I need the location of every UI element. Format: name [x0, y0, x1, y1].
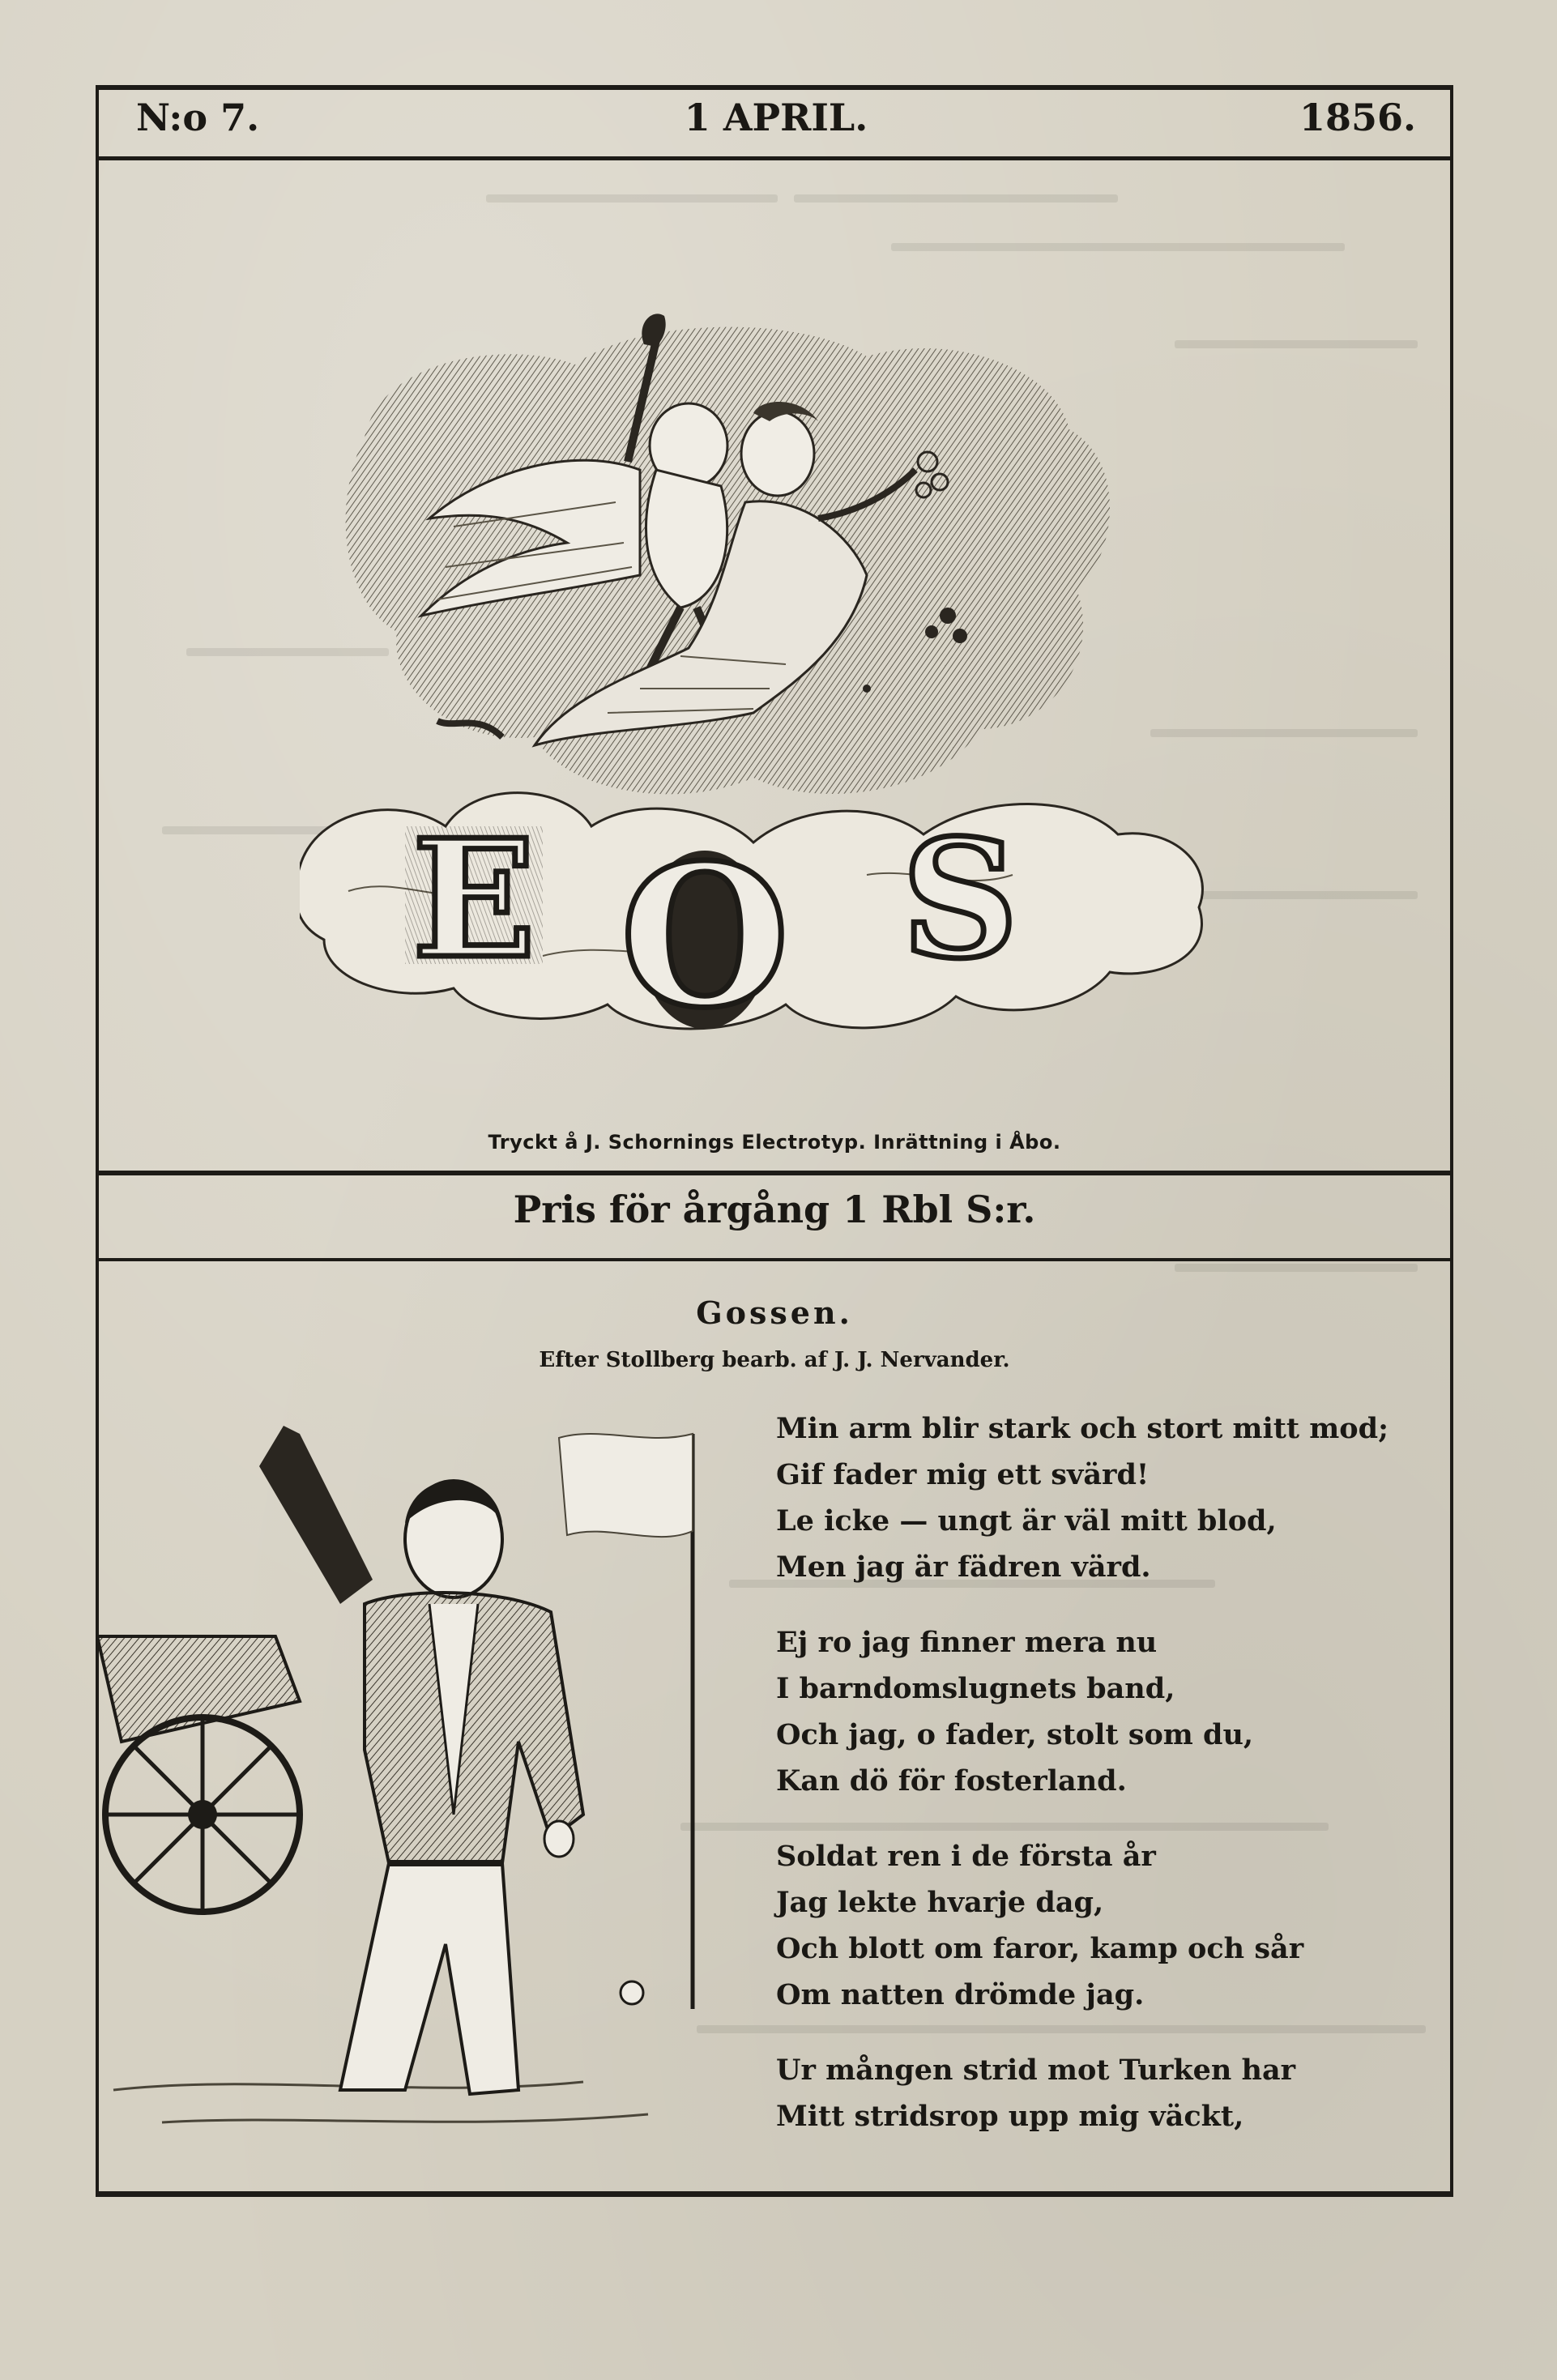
poem-line: I barndomslugnets band, — [776, 1672, 1175, 1705]
banner-engraving — [300, 308, 1215, 1126]
poem-line: Men jag är fädren värd. — [776, 1550, 1151, 1584]
poem-title: Gossen. — [696, 1294, 853, 1331]
poem-line: Och blott om faror, kamp och sår — [776, 1932, 1304, 1965]
price-bottom-rule — [96, 1258, 1453, 1261]
boy-with-cannon-illustration — [97, 1361, 745, 2171]
masthead — [136, 96, 1416, 152]
poem-line: Jag lekte hvarje dag, — [776, 1886, 1104, 1919]
poem-line: Ej ro jag finner mera nu — [776, 1626, 1158, 1659]
poem-line: Ur mången strid mot Turken har — [776, 2054, 1296, 2087]
stanza — [776, 1405, 1457, 1590]
page-bottom-rule — [96, 2191, 1453, 2195]
banner-letter-e: E — [412, 804, 536, 995]
printer-imprint: Tryckt å J. Schornings Electrotyp. Inrättning i Åbo. — [488, 1131, 1061, 1154]
banner-letter-s: S — [901, 804, 1019, 995]
issue-date: 1 APRIL. — [684, 96, 868, 139]
banner-bottom-rule — [96, 1171, 1453, 1175]
poem-line: Soldat ren i de första år — [776, 1840, 1156, 1873]
masthead-bottom-rule — [96, 156, 1453, 160]
poem-body — [776, 1405, 1457, 2169]
stanza — [776, 1619, 1457, 1804]
cannon — [97, 1636, 300, 1742]
stanza — [776, 2047, 1457, 2139]
poem-line: Gif fader mig ett svärd! — [776, 1458, 1150, 1491]
subscription-price: Pris för årgång 1 Rbl S:r. — [513, 1188, 1036, 1231]
poem-line: Mitt stridsrop upp mig väckt, — [776, 2100, 1244, 2133]
poem-line: Och jag, o fader, stolt som du, — [776, 1718, 1254, 1751]
poem-line: Om natten drömde jag. — [776, 1978, 1145, 2011]
banner-letter-o: O — [620, 822, 790, 1051]
poem-credit: Efter Stollberg bearb. af J. J. Nervander. — [539, 1348, 1010, 1372]
raised-arm — [259, 1426, 373, 1604]
issue-number: N:o 7. — [136, 96, 260, 139]
masthead-top-rule — [96, 85, 1453, 90]
poem-line: Min arm blir stark och stort mitt mod; — [776, 1412, 1389, 1445]
issue-year: 1856. — [1299, 96, 1416, 139]
trousers — [340, 1863, 518, 2094]
poem-line: Le icke — ungt är väl mitt blod, — [776, 1504, 1277, 1538]
stanza — [776, 1833, 1457, 2018]
poem-line: Kan dö för fosterland. — [776, 1764, 1127, 1798]
flag — [559, 1434, 693, 1537]
